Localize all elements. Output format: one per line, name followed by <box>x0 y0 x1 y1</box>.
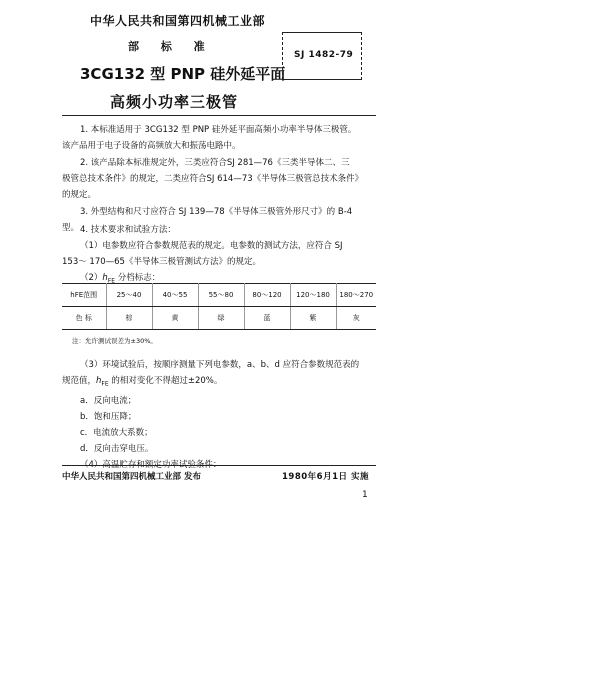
range-cell: 80～120 <box>244 284 290 307</box>
color-cell: 棕 <box>106 307 152 330</box>
range-cell: 25～40 <box>106 284 152 307</box>
clause-4-1-line-b: 153～ 170—65《半导体三极管测试方法》的规定。 <box>62 257 261 267</box>
document-title-line1: 3CG132 型 PNP 硅外延平面 <box>80 65 286 83</box>
hfe-grade-table <box>62 283 376 330</box>
range-cell: 180～270 <box>336 284 376 307</box>
document-title-line2: 高频小功率三极管 <box>110 93 239 111</box>
clause-2-line-a: 2. 该产品除本标准规定外，三类应符合SJ 281—76《三类半导体二、三 <box>80 158 350 168</box>
list-item: b．饱和压降； <box>80 411 137 422</box>
color-cell: 紫 <box>290 307 336 330</box>
color-cell: 黄 <box>152 307 198 330</box>
clause-1-line-b: 该产品用于电子设备的高频放大和振荡电路中。 <box>62 141 241 151</box>
clause-4-2: $(2)h_{FE}$ 分档标志： <box>80 273 161 285</box>
clause-3-line-b: 型。 <box>62 223 80 233</box>
color-cell: 灰 <box>336 307 376 330</box>
list-item: d．反向击穿电压。 <box>80 443 154 454</box>
clause-4-1-line-a: （1）电参数应符合参数规范表的规定。电参数的测试方法，应符合 SJ <box>80 241 343 251</box>
clause-4-4: （4）高温贮存和额定功率试验条件： <box>80 459 222 470</box>
clause-2-line-c: 的规定。 <box>62 190 97 200</box>
publisher-line: 中华人民共和国第四机械工业部 发布 <box>62 472 201 482</box>
clause-4-3-line-a: （3）环境试验后，按顺序测量下列电参数，a、b、d 应符合参数规范表的 <box>80 360 360 370</box>
table-note: 注：允许测试误差为±30%。 <box>72 337 157 345</box>
list-item: c．电流放大系数； <box>80 427 153 438</box>
page-number: 1 <box>362 490 368 500</box>
table-row-ranges <box>62 284 376 307</box>
clause-4-block <box>62 222 343 290</box>
clause-1 <box>62 122 356 154</box>
clause-2 <box>62 155 363 203</box>
clause-2-line-b: 极管总技术条件》的规定，二类应符合SJ 614—73《半导体三极管总技术条件》 <box>62 174 364 184</box>
row-label-color: 色 标 <box>62 307 106 330</box>
list-item: a．反向电流； <box>80 395 137 406</box>
clause-4-heading: 4. 技术要求和试验方法： <box>80 225 176 235</box>
clause-4-3-line-b: 规范值，$h_{FE}$ 的相对变化不得超过±20%。 <box>62 376 223 388</box>
footer-rule <box>62 465 376 466</box>
ministry-name: 中华人民共和国第四机械工业部 <box>90 14 266 28</box>
header-rule <box>62 115 376 116</box>
clause-3-line-a: 3. 外型结构和尺寸应符合 SJ 139—78《半导体三极管外形尺寸》的 B-4 <box>80 207 353 217</box>
range-cell: 55～80 <box>198 284 244 307</box>
standard-code: SJ 1482-79 <box>294 50 354 60</box>
range-cell: 40～55 <box>152 284 198 307</box>
standard-type: 部 标 准 <box>128 40 205 53</box>
table-row-colors <box>62 307 376 330</box>
color-cell: 绿 <box>198 307 244 330</box>
clause-4-3 <box>62 357 359 473</box>
clause-1-line-a: 1. 本标准适用于 3CG132 型 PNP 硅外延平面高频小功率半导体三极管。 <box>80 125 357 135</box>
color-cell: 蓝 <box>244 307 290 330</box>
row-label-hfe: hFE范围 <box>62 284 106 307</box>
range-cell: 120～180 <box>290 284 336 307</box>
effective-date-line: 1980年6月1日 实施 <box>282 472 369 482</box>
